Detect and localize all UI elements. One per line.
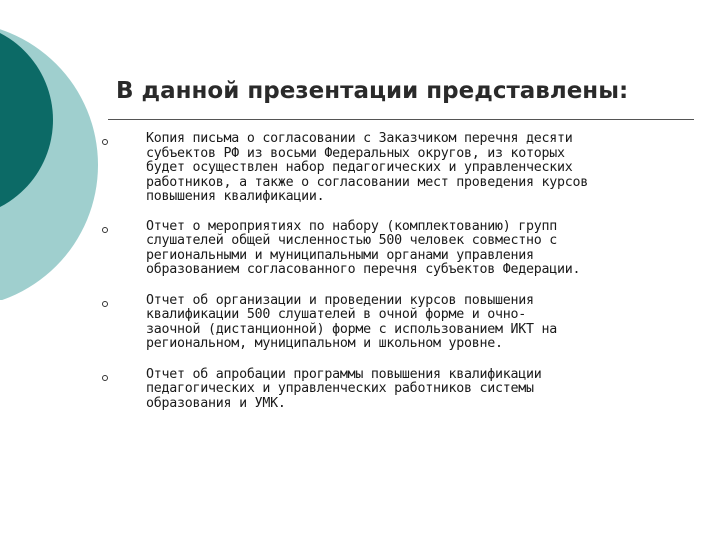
bullet-item xyxy=(100,368,700,412)
bullet-text: Отчет об организации и проведении курсов повышения квалификации 500 слушателей в очной форме и очно- заочной (дистанционной) форме с использованием ИКТ на региональном, муниципальном и школьном уровне. xyxy=(146,292,558,351)
hollow-circle-bullet-icon xyxy=(102,139,108,145)
bullet-text: Отчет о мероприятиях по набору (комплектованию) групп слушателей общей численностью 500 человек совместно с региональными и муниципальными органами управления образованием согласованного перечня субъектов Федерации. xyxy=(146,218,581,277)
title-divider xyxy=(108,119,694,120)
bullet-item xyxy=(100,220,700,278)
bullet-list xyxy=(100,132,700,411)
hollow-circle-bullet-icon xyxy=(102,227,108,233)
bullet-item xyxy=(100,132,700,205)
bullet-item xyxy=(100,294,700,352)
hollow-circle-bullet-icon xyxy=(102,301,108,307)
hollow-circle-bullet-icon xyxy=(102,375,108,381)
bullet-text: Копия письма о согласовании с Заказчиком перечня десяти субъектов РФ из восьми Федеральных округов, из которых будет осуществлен набор педагогических и управленческих работников, а также о согласовании мест проведения курсов повышения квалификации. xyxy=(146,131,589,204)
slide-title: В данной презентации представлены: xyxy=(116,78,629,104)
bullet-text: Отчет об апробации программы повышения квалификации педагогических и управленческих работников системы образования и УМК. xyxy=(146,366,542,411)
